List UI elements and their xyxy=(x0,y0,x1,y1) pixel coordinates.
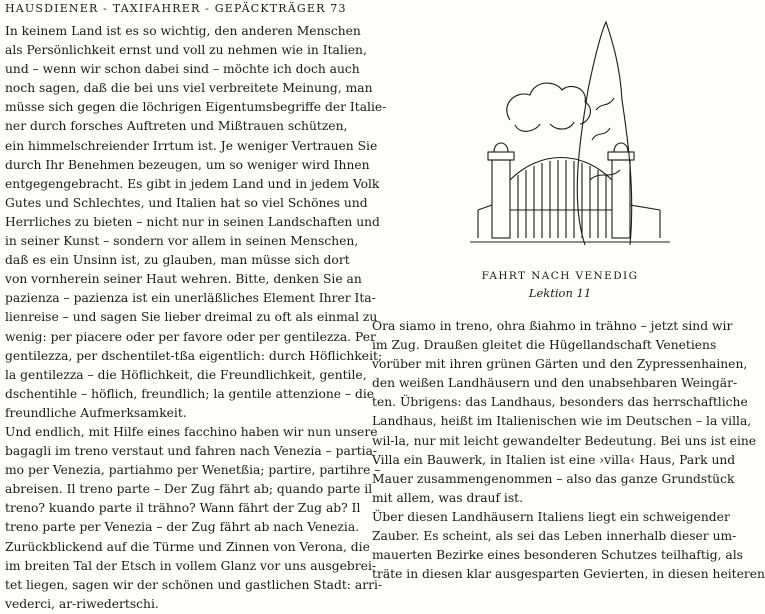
running-header: HAUSDIENER - TAXIFAHRER - GEPÄCKTRÄGER 73 xyxy=(5,2,347,15)
text-line: wenig: per piacere oder per favore oder per gentilezza. Per xyxy=(5,329,376,344)
text-line: mit allem, was drauf ist. xyxy=(372,490,524,505)
text-line: lienreise – und sagen Sie lieber dreimal zu oft als einmal zu xyxy=(5,310,378,325)
text-line: in seiner Kunst – sondern vor allem in seinen Menschen, xyxy=(5,234,359,249)
text-line: dschentihle – höflich, freundlich; la gentile attenzione – die xyxy=(5,386,375,401)
text-line: Ora siamo in treno, ohra ßiahmo in trähno – jetzt sind wir xyxy=(372,319,733,333)
text-line: Gutes und Schlechtes, und Italien hat so viel Schönes und xyxy=(5,195,368,210)
text-line: durch Ihr Benehmen bezeugen, um so weniger wird Ihnen xyxy=(5,157,370,172)
text-line: Zurückblickend auf die Türme und Zinnen von Verona, die xyxy=(5,539,370,554)
villa-gate-illustration xyxy=(470,20,670,260)
text-line: gentilezza, per dschentilet-tßa eigentlich: durch Höflichkeit; xyxy=(5,348,383,363)
text-line: den weißen Landhäusern und den unabsehbaren Weingär- xyxy=(372,376,738,391)
text-line: Und endlich, mit Hilfe eines facchino haben wir nun unsere xyxy=(5,424,378,439)
text-line: Villa ein Bauwerk, in Italien ist eine ›villa‹ Haus, Park und xyxy=(372,452,736,467)
text-line: entgegengebracht. Es gibt in jedem Land und in jedem Volk xyxy=(5,176,380,191)
text-line: ein himmelschreiender Irrtum ist. Je weniger Vertrauen Sie xyxy=(5,138,378,153)
text-line: noch sagen, daß die bei uns viel verbreitete Meinung, man xyxy=(5,81,373,96)
text-line: im breiten Tal der Etsch in vollem Glanz vor uns ausgebrei- xyxy=(5,558,377,573)
lesson-label: Lektion 11 xyxy=(528,286,592,300)
text-line: In keinem Land ist es so wichtig, den anderen Menschen xyxy=(5,24,361,38)
text-line: Herrliches zu bieten – nicht nur in seinen Landschaften und xyxy=(5,214,380,229)
text-line: Landhaus, heißt im Italienischen wie im Deutschen – la villa, xyxy=(372,414,752,429)
text-line: vederci, ar-riwedertschi. xyxy=(5,596,159,611)
chapter-title: FAHRT NACH VENEDIG xyxy=(481,270,639,282)
text-line: mauerten Bezirke eines besonderen Schutzes teilhaftig, als xyxy=(372,548,743,563)
text-line: träte in diesen klar ausgesparten Gevierten, in diesen heiteren xyxy=(372,567,765,582)
text-line: müsse sich gegen die löchrigen Eigentumsbegriffe der Italie- xyxy=(5,100,387,115)
text-line: Über diesen Landhäusern Italiens liegt ein schweigender xyxy=(372,509,730,524)
text-line: im Zug. Draußen gleitet die Hügellandschaft Venetiens xyxy=(372,338,717,353)
text-line: treno parte per Venezia – der Zug fährt ab nach Venezia. xyxy=(5,520,360,535)
text-line: tet liegen, sagen wir der schönen und gastlichen Stadt: arri- xyxy=(5,577,383,592)
right-text-column xyxy=(372,317,765,584)
text-line: vorüber mit ihren grünen Gärten und den Zypressenhainen, xyxy=(372,357,748,372)
text-line: Zauber. Es scheint, als sei das Leben innerhalb dieser um- xyxy=(372,529,737,544)
text-line: und – wenn wir schon dabei sind – möchte ich doch auch xyxy=(5,62,360,77)
text-line: ten. Übrigens: das Landhaus, besonders das herrschaftliche xyxy=(372,395,748,410)
text-line: von vornherein seiner Haut wehren. Bitte, denken Sie an xyxy=(5,272,362,287)
text-line: als Persönlichkeit ernst und voll zu nehmen wie in Italien, xyxy=(5,43,367,58)
text-line: Mauer zusammengenommen – also das ganze Grundstück xyxy=(372,471,735,486)
text-line: abreisen. Il treno parte – Der Zug fährt ab; quando parte il xyxy=(5,482,373,497)
text-line: mo per Venezia, partiahmo per Wenetßia; partire, partihre – xyxy=(5,463,381,478)
text-line: pazienza – pazienza ist ein unerläßliches Element Ihrer Ita- xyxy=(5,291,376,306)
text-line: la gentilezza – die Höflichkeit, die Freundlichkeit, gentile, xyxy=(5,367,367,382)
text-line: bagagli im treno verstaut und fahren nach Venezia – partia- xyxy=(5,444,378,459)
text-line: daß es ein Unsinn ist, zu glauben, man müsse sich dort xyxy=(5,253,350,268)
text-line: freundliche Aufmerksamkeit. xyxy=(5,405,187,420)
text-line: ner durch forsches Auftreten und Mißtrauen schützen, xyxy=(5,119,348,134)
left-text-column xyxy=(5,22,387,614)
text-line: wil-la, nur mit leicht gewandelter Bedeutung. Bei uns ist eine xyxy=(372,433,757,448)
text-line: treno? kuando parte il trähno? Wann fährt der Zug ab? Il xyxy=(5,501,361,516)
